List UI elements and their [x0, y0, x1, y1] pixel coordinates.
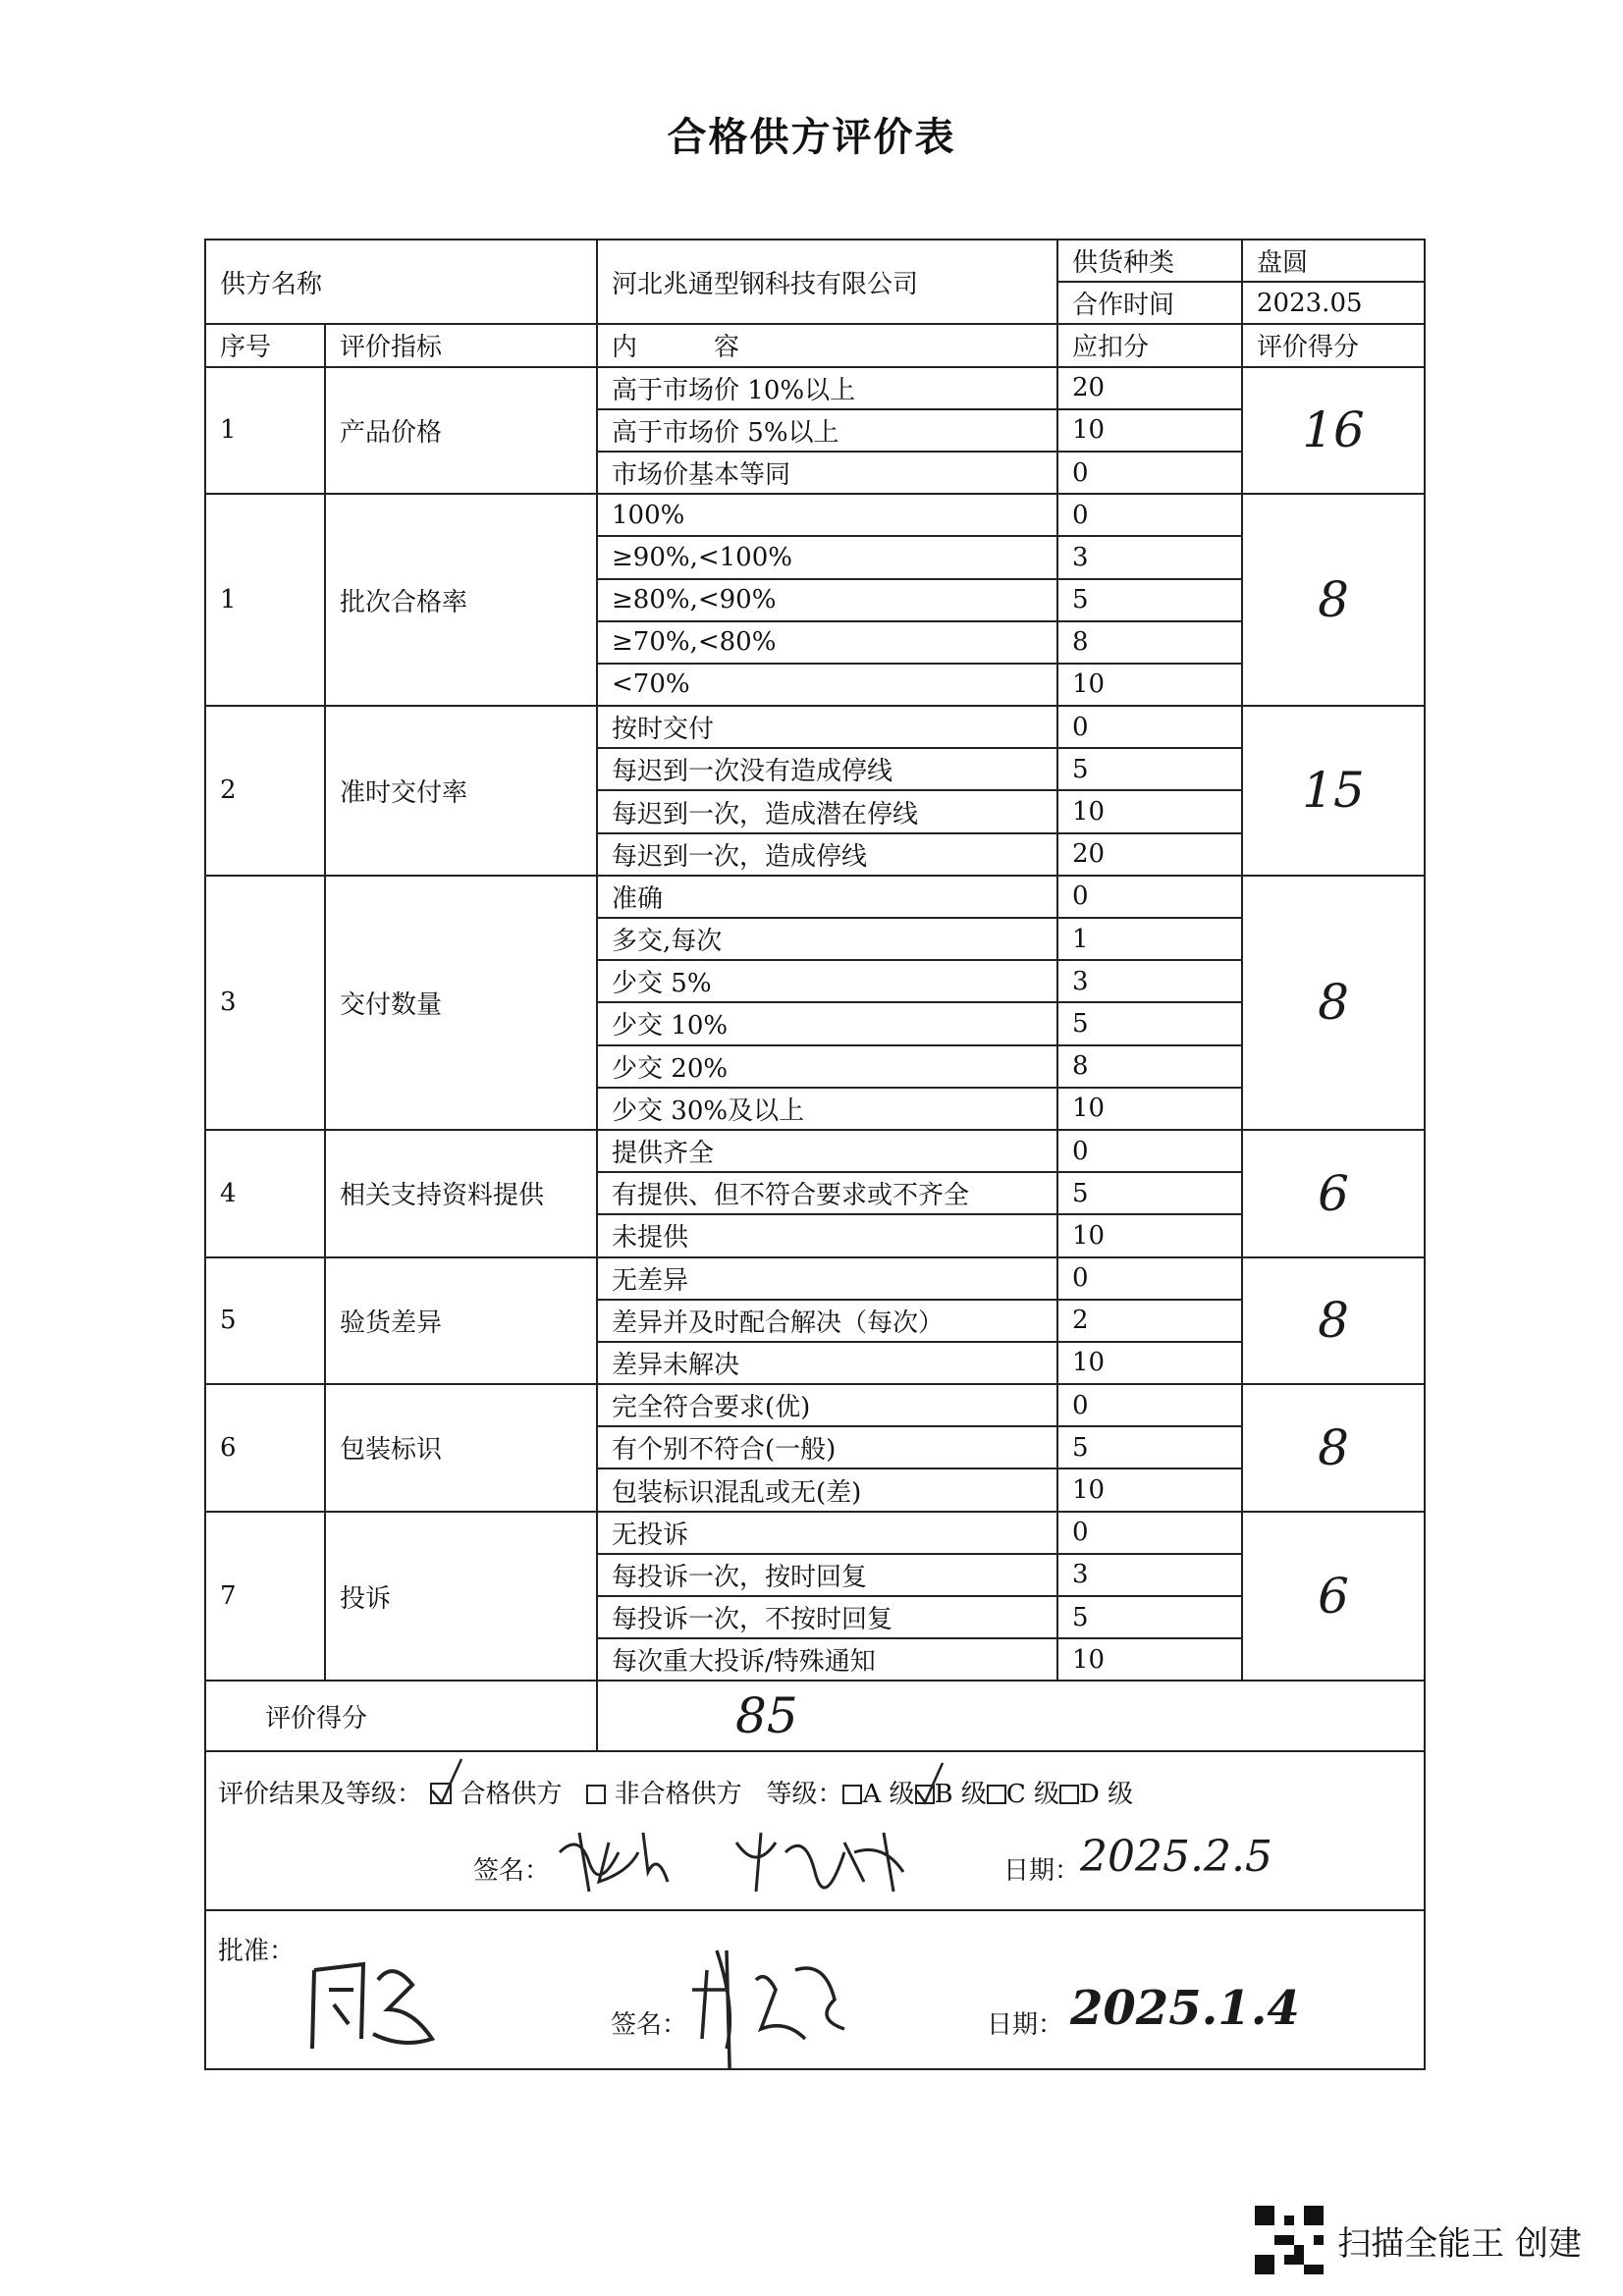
row-deduct: 2 — [1057, 1300, 1242, 1342]
group-no: 6 — [205, 1384, 325, 1512]
row-content: 无投诉 — [597, 1512, 1057, 1554]
approval-date: 2025.1.4 — [1070, 1981, 1300, 2037]
group-no: 7 — [205, 1512, 325, 1682]
approval-signature — [304, 1950, 452, 2058]
row-content: 有提供、但不符合要求或不齐全 — [597, 1172, 1057, 1214]
group-no: 5 — [205, 1257, 325, 1385]
category-value: 盘圆 — [1242, 240, 1425, 282]
approval-cell — [205, 1910, 1425, 2069]
grade-c-label: C 级 — [1005, 1780, 1060, 1810]
row-deduct: 5 — [1057, 748, 1242, 790]
group-score — [1242, 367, 1425, 495]
grade-a-checkbox[interactable] — [842, 1785, 862, 1804]
row-content: 每投诉一次，按时回复 — [597, 1554, 1057, 1596]
row-deduct: 20 — [1057, 833, 1242, 876]
col-deduct: 应扣分 — [1057, 324, 1242, 366]
row-content: 按时交付 — [597, 706, 1057, 748]
result-date-label: 日期： — [1003, 1856, 1081, 1887]
handwritten-score: 8 — [1318, 974, 1349, 1032]
row-deduct: 10 — [1057, 1088, 1242, 1130]
handwritten-score: 8 — [1318, 571, 1349, 629]
result-signature — [550, 1813, 943, 1901]
group-indicator: 相关支持资料提供 — [325, 1130, 597, 1257]
row-deduct: 5 — [1057, 1172, 1242, 1214]
col-no: 序号 — [205, 324, 325, 366]
handwritten-score: 15 — [1302, 762, 1365, 820]
table-row — [205, 367, 1425, 409]
supplier-name: 河北兆通型钢科技有限公司 — [597, 240, 1057, 324]
col-indicator: 评价指标 — [325, 324, 597, 366]
row-content: 差异未解决 — [597, 1342, 1057, 1384]
row-content: 少交 10% — [597, 1002, 1057, 1044]
group-score — [1242, 876, 1425, 1130]
row-content: 高于市场价 10%以上 — [597, 367, 1057, 409]
coop-time-label: 合作时间 — [1057, 282, 1242, 324]
grade-a-label: A 级 — [862, 1780, 915, 1810]
result-row — [205, 1751, 1425, 1910]
result-cell — [205, 1751, 1425, 1910]
handwritten-score: 8 — [1318, 1292, 1349, 1350]
group-indicator: 验货差异 — [325, 1257, 597, 1385]
qualified-checkbox[interactable] — [430, 1783, 452, 1804]
row-deduct: 10 — [1057, 1638, 1242, 1681]
table-row — [205, 1512, 1425, 1554]
approval-row — [205, 1910, 1425, 2069]
row-deduct: 3 — [1057, 1554, 1242, 1596]
row-content: 多交,每次 — [597, 918, 1057, 960]
row-content: 提供齐全 — [597, 1130, 1057, 1172]
row-deduct: 10 — [1057, 409, 1242, 452]
row-deduct: 20 — [1057, 367, 1242, 409]
row-content: 少交 30%及以上 — [597, 1088, 1057, 1130]
row-deduct: 0 — [1057, 494, 1242, 536]
group-no: 3 — [205, 876, 325, 1130]
grade-c-checkbox[interactable] — [987, 1785, 1006, 1804]
page-title: 合格供方评价表 — [667, 115, 956, 160]
table-row — [205, 876, 1425, 918]
grade-d-label: D 级 — [1079, 1780, 1134, 1810]
handwritten-score: 8 — [1318, 1418, 1349, 1476]
row-content: 有个别不符合(一般) — [597, 1426, 1057, 1468]
result-sign-label: 签名： — [473, 1856, 551, 1887]
row-content: 差异并及时配合解决（每次） — [597, 1300, 1057, 1342]
row-content: ≥90%,<100% — [597, 536, 1057, 578]
row-deduct: 0 — [1057, 1130, 1242, 1172]
total-label: 评价得分 — [205, 1681, 597, 1751]
coop-time-value: 2023.05 — [1242, 282, 1425, 324]
unqualified-checkbox[interactable] — [586, 1785, 606, 1804]
row-deduct: 10 — [1057, 1214, 1242, 1256]
row-content: 未提供 — [597, 1214, 1057, 1256]
approval-date-label: 日期： — [987, 2010, 1064, 2041]
row-deduct: 8 — [1057, 1045, 1242, 1088]
row-content: 每次重大投诉/特殊通知 — [597, 1638, 1057, 1681]
grade-label: 等级： — [766, 1780, 843, 1810]
unqualified-label: 非合格供方 — [614, 1780, 742, 1810]
group-indicator: 交付数量 — [325, 876, 597, 1130]
table-row — [205, 1257, 1425, 1300]
row-deduct: 0 — [1057, 452, 1242, 494]
row-content: ≥70%,<80% — [597, 621, 1057, 664]
table-row — [205, 494, 1425, 536]
group-indicator: 产品价格 — [325, 367, 597, 495]
total-value: 85 — [735, 1687, 798, 1745]
row-content: 市场价基本等同 — [597, 452, 1057, 494]
group-no: 4 — [205, 1130, 325, 1257]
group-no: 2 — [205, 706, 325, 876]
row-content: 无差异 — [597, 1257, 1057, 1300]
row-deduct: 0 — [1057, 876, 1242, 918]
table-row — [205, 706, 1425, 748]
qualified-label: 合格供方 — [460, 1780, 563, 1810]
row-content: 高于市场价 5%以上 — [597, 409, 1057, 452]
group-score — [1242, 1384, 1425, 1512]
row-deduct: 1 — [1057, 918, 1242, 960]
row-deduct: 5 — [1057, 1426, 1242, 1468]
row-deduct: 10 — [1057, 664, 1242, 706]
approval-sign-signature — [687, 1931, 864, 2069]
approval-sign-label: 签名： — [611, 2010, 688, 2041]
row-deduct: 10 — [1057, 790, 1242, 832]
handwritten-score: 6 — [1318, 1568, 1349, 1625]
grade-b-checkbox[interactable] — [915, 1785, 935, 1804]
group-score — [1242, 706, 1425, 876]
group-score — [1242, 1257, 1425, 1385]
row-deduct: 5 — [1057, 579, 1242, 621]
row-content: <70% — [597, 664, 1057, 706]
group-no: 1 — [205, 367, 325, 495]
row-content: 每迟到一次，造成停线 — [597, 833, 1057, 876]
group-indicator: 包装标识 — [325, 1384, 597, 1512]
row-content: 完全符合要求(优) — [597, 1384, 1057, 1426]
row-content: 每迟到一次，造成潜在停线 — [597, 790, 1057, 832]
row-content: 包装标识混乱或无(差) — [597, 1468, 1057, 1511]
row-content: 每迟到一次没有造成停线 — [597, 748, 1057, 790]
check-mark-icon — [913, 1761, 948, 1806]
group-score — [1242, 1512, 1425, 1682]
row-content: 100% — [597, 494, 1057, 536]
row-deduct: 10 — [1057, 1342, 1242, 1384]
row-deduct: 5 — [1057, 1596, 1242, 1638]
row-deduct: 3 — [1057, 960, 1242, 1002]
approval-label: 批准： — [218, 1937, 296, 1967]
group-indicator: 投诉 — [325, 1512, 597, 1682]
col-content: 内 容 — [597, 324, 1057, 366]
row-content: 少交 5% — [597, 960, 1057, 1002]
result-date: 2025.2.5 — [1080, 1832, 1272, 1883]
total-row — [205, 1681, 1425, 1751]
row-deduct: 0 — [1057, 1512, 1242, 1554]
qr-code-icon — [1255, 2206, 1324, 2274]
row-content: 少交 20% — [597, 1045, 1057, 1088]
result-label: 评价结果及等级： — [218, 1780, 423, 1810]
row-deduct: 0 — [1057, 1384, 1242, 1426]
table-row — [205, 1384, 1425, 1426]
row-deduct: 5 — [1057, 1002, 1242, 1044]
group-indicator: 批次合格率 — [325, 494, 597, 706]
footer — [1255, 2206, 1582, 2274]
check-mark-icon — [428, 1757, 467, 1806]
handwritten-score: 6 — [1318, 1164, 1349, 1222]
grade-d-checkbox[interactable] — [1059, 1785, 1079, 1804]
row-content: 每投诉一次，不按时回复 — [597, 1596, 1057, 1638]
handwritten-score: 16 — [1302, 401, 1365, 459]
col-score: 评价得分 — [1242, 324, 1425, 366]
row-deduct: 0 — [1057, 706, 1242, 748]
row-content: 准确 — [597, 876, 1057, 918]
column-header-row — [205, 324, 1425, 366]
row-content: ≥80%,<90% — [597, 579, 1057, 621]
total-value-cell — [597, 1681, 1425, 1751]
table-row — [205, 1130, 1425, 1172]
footer-text: 扫描全能王 创建 — [1337, 2223, 1582, 2264]
category-label: 供货种类 — [1057, 240, 1242, 282]
group-no: 1 — [205, 494, 325, 706]
row-deduct: 3 — [1057, 536, 1242, 578]
group-indicator: 准时交付率 — [325, 706, 597, 876]
group-score — [1242, 494, 1425, 706]
row-deduct: 8 — [1057, 621, 1242, 664]
group-score — [1242, 1130, 1425, 1257]
evaluation-table — [204, 239, 1426, 2070]
row-deduct: 0 — [1057, 1257, 1242, 1300]
grade-b-label: B 级 — [934, 1780, 987, 1810]
row-deduct: 10 — [1057, 1468, 1242, 1511]
supplier-label: 供方名称 — [205, 240, 597, 324]
